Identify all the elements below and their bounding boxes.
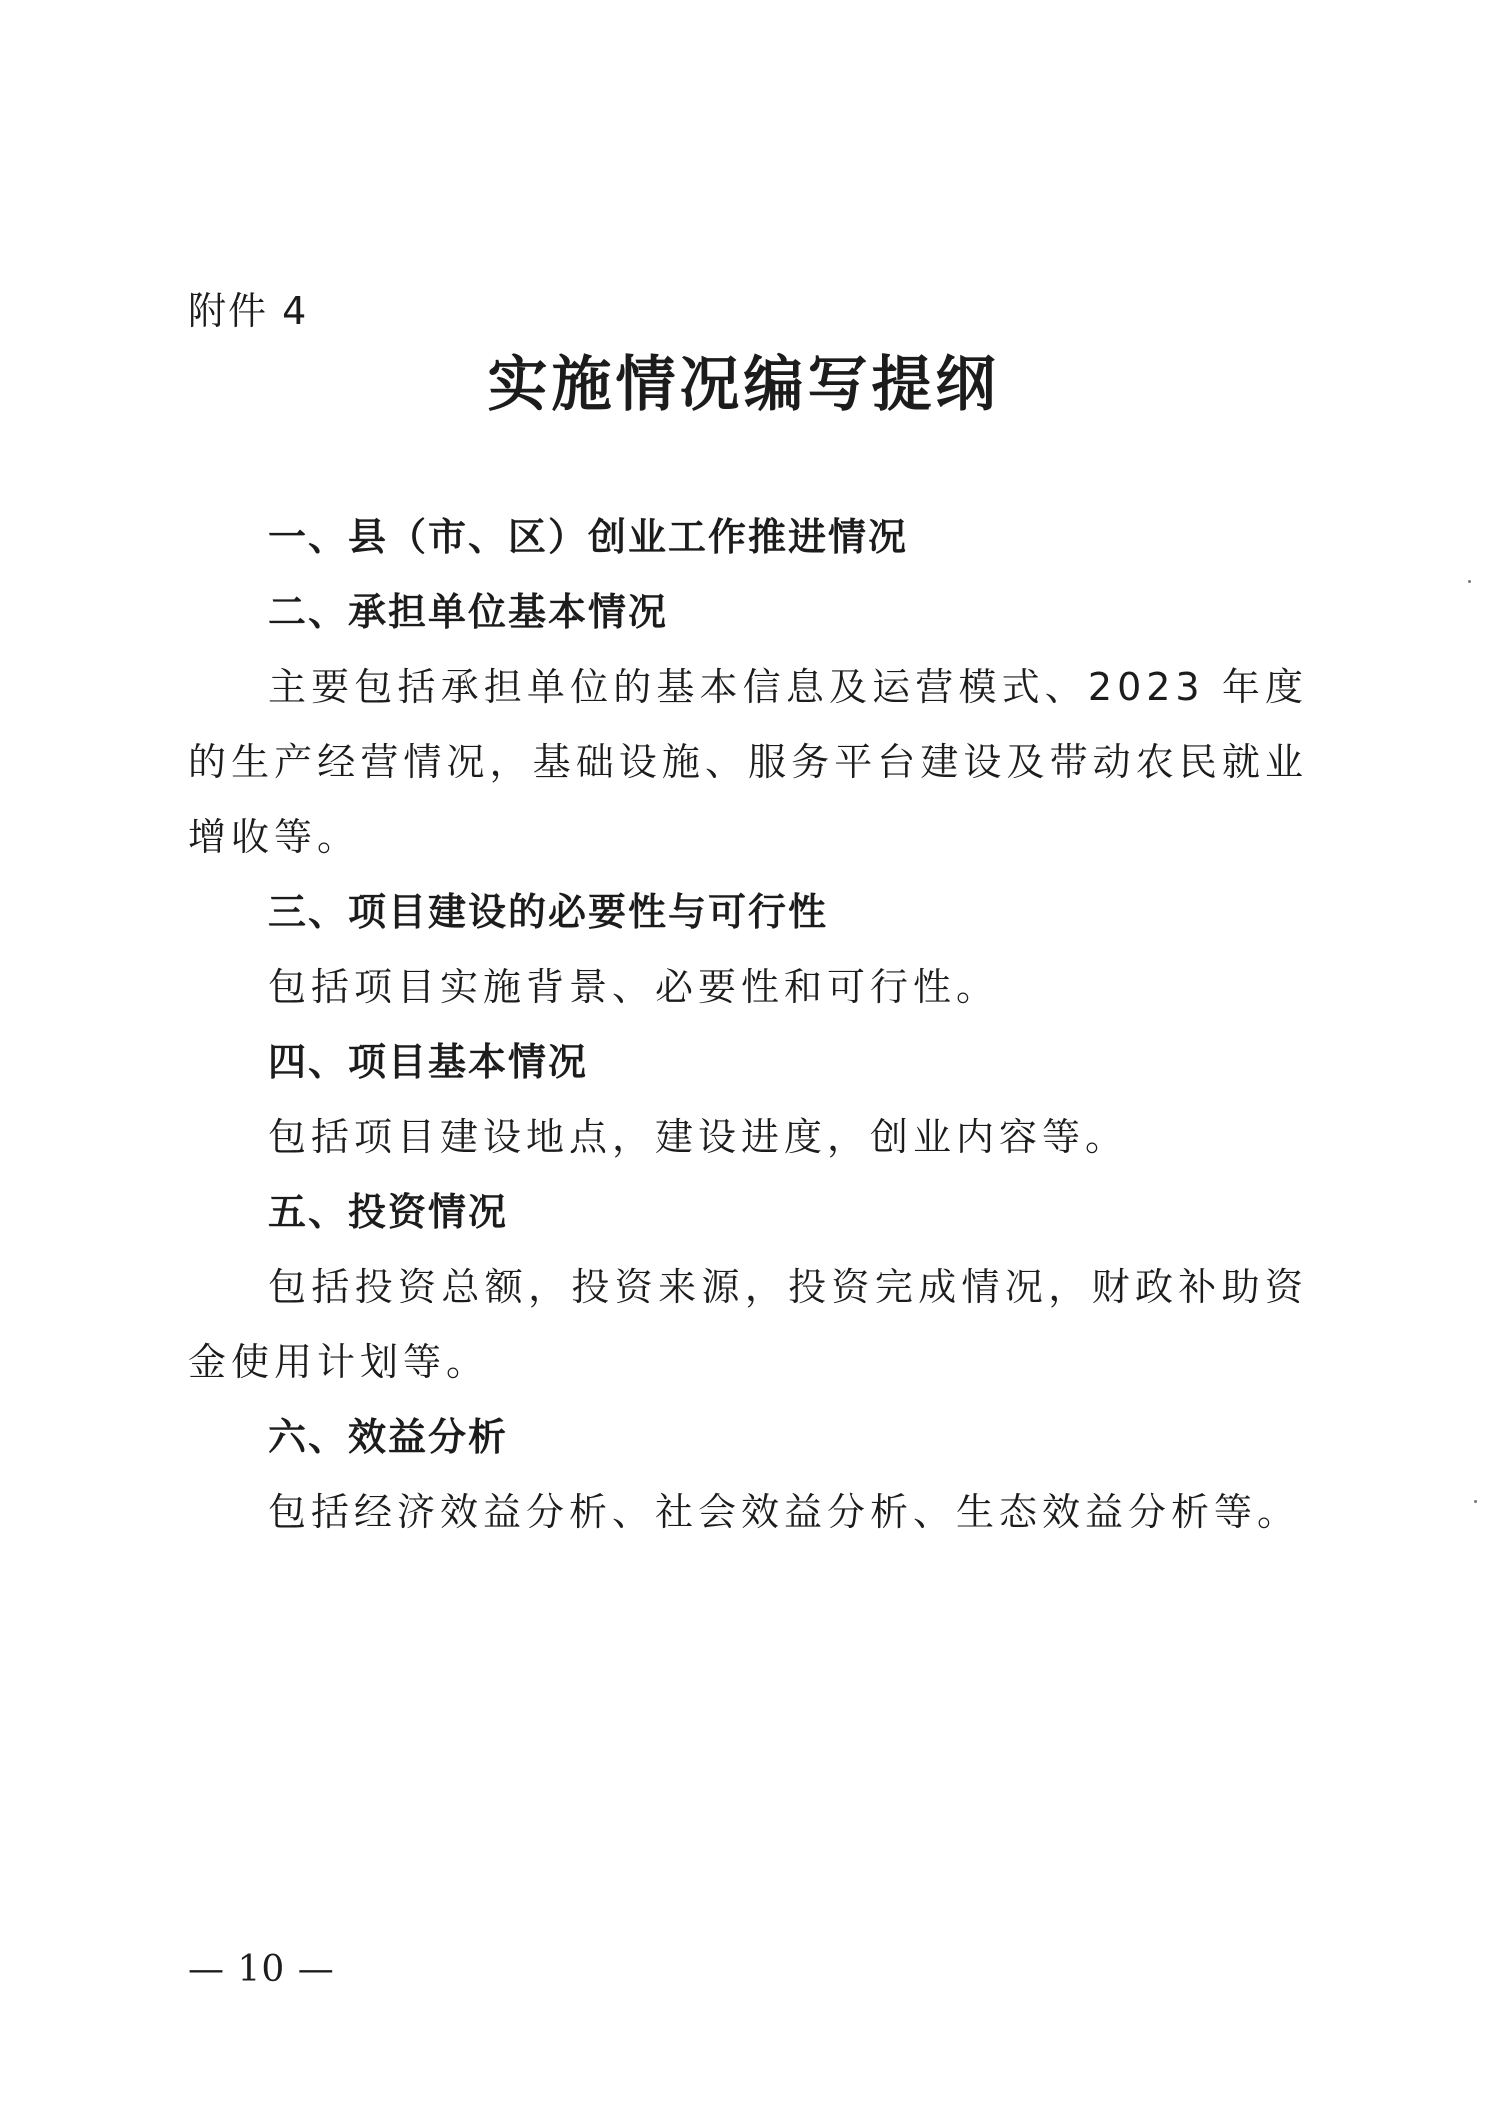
- section-heading-6: 六、效益分析: [268, 1415, 509, 1459]
- section-body-4: 包括项目建设地点，建设进度，创业内容等。: [268, 1115, 1129, 1159]
- document-body: [188, 500, 1308, 1550]
- section-heading-1: 一、县（市、区）创业工作推进情况: [268, 515, 909, 559]
- scan-speck: [1474, 1500, 1477, 1503]
- section-heading-4: 四、项目基本情况: [268, 1040, 589, 1084]
- section-body-3: 包括项目实施背景、必要性和可行性。: [268, 965, 1000, 1009]
- section-body-5: 包括投资总额，投资来源，投资完成情况，财政补助资金使用计划等。: [188, 1265, 1308, 1384]
- attachment-label: 附件 4: [188, 289, 309, 333]
- section-heading-3: 三、项目建设的必要性与可行性: [268, 890, 829, 934]
- document-title: 实施情况编写提纲: [487, 350, 1000, 420]
- section-body-6: 包括经济效益分析、社会效益分析、生态效益分析等。: [268, 1490, 1301, 1534]
- page-number: — 10 —: [188, 1949, 335, 1990]
- section-body-2: 主要包括承担单位的基本信息及运营模式、2023 年度的生产经营情况，基础设施、服务平台建设及带动农民就业增收等。: [188, 665, 1308, 859]
- section-heading-2: 二、承担单位基本情况: [268, 590, 669, 634]
- section-heading-5: 五、投资情况: [268, 1190, 509, 1234]
- scan-speck: [1468, 580, 1471, 583]
